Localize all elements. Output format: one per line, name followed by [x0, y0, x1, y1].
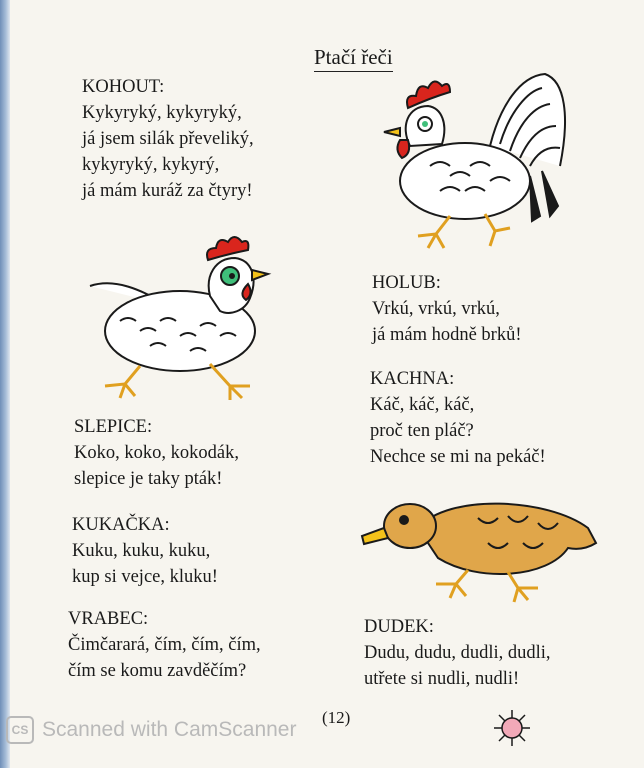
rooster-illustration	[370, 66, 580, 256]
duck-illustration	[358, 488, 604, 606]
poem-line: čím se komu zavděčím?	[68, 661, 247, 681]
poem-heading: DUDEK:	[364, 617, 434, 637]
poem-line: já mám kuráž za čtyry!	[82, 181, 253, 201]
page-title: Ptačí řeči	[314, 44, 393, 72]
poem-dudek	[364, 614, 551, 692]
poem-slepice	[74, 414, 239, 492]
hen-illustration	[80, 236, 280, 406]
sun-doodle	[492, 708, 532, 748]
poem-heading: SLEPICE:	[74, 417, 153, 437]
book-spine-edge	[0, 0, 10, 768]
poem-line: Kuku, kuku, kuku,	[72, 541, 211, 561]
poem-heading: KUKAČKA:	[72, 515, 170, 535]
poem-line: kykyryký, kykyrý,	[82, 155, 220, 175]
poem-heading: VRABEC:	[68, 609, 149, 629]
poem-heading: HOLUB:	[372, 273, 441, 293]
poem-line: Kykyryký, kykyryký,	[82, 103, 242, 123]
poem-line: Koko, koko, kokodák,	[74, 443, 239, 463]
page-number: (12)	[322, 708, 351, 727]
poem-line: Čimčarará, čím, čím, čím,	[68, 635, 261, 655]
poem-kukacka	[72, 512, 218, 590]
poem-line: já mám hodně brků!	[372, 325, 522, 345]
poem-line: kup si vejce, kluku!	[72, 567, 218, 587]
camscanner-logo-icon: CS	[6, 716, 34, 744]
poem-holub	[372, 270, 522, 348]
poem-kohout	[82, 74, 254, 204]
poem-line: Vrkú, vrkú, vrkú,	[372, 299, 500, 319]
poem-line: Nechce se mi na pekáč!	[370, 447, 546, 467]
poem-heading: KACHNA:	[370, 369, 455, 389]
poem-line: proč ten pláč?	[370, 421, 474, 441]
poem-line: Dudu, dudu, dudli, dudli,	[364, 643, 551, 663]
poem-line: utřete si nudli, nudli!	[364, 669, 520, 689]
poem-line: Káč, káč, káč,	[370, 395, 475, 415]
poem-line: slepice je taky pták!	[74, 469, 223, 489]
camscanner-watermark	[6, 716, 296, 744]
watermark-text: Scanned with CamScanner	[42, 718, 297, 741]
poem-vrabec	[68, 606, 261, 684]
poem-line: já jsem silák převeliký,	[82, 129, 254, 149]
poem-kachna	[370, 366, 546, 470]
poem-heading: KOHOUT:	[82, 77, 165, 97]
